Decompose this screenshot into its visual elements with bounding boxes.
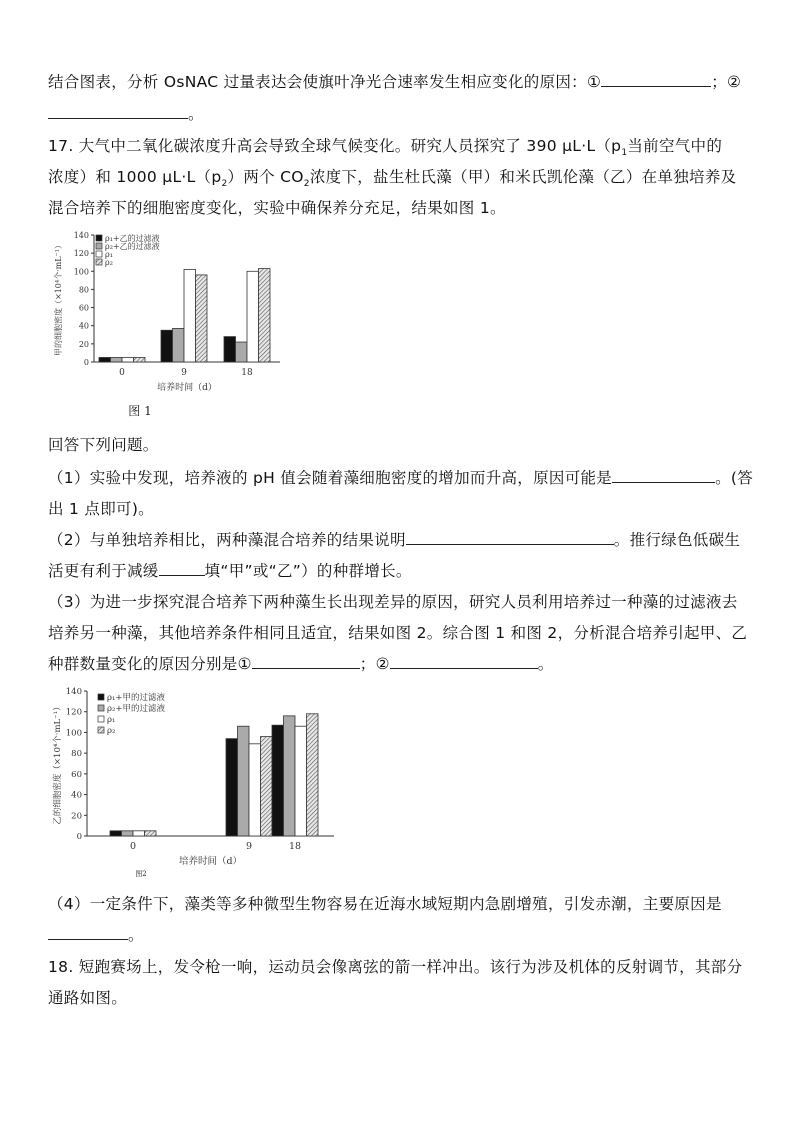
q16-conclusion-line <box>48 70 741 92</box>
y-tick-label: 140 <box>73 231 89 240</box>
y-tick-label: 60 <box>78 303 89 313</box>
q18-line-1: 18. 短跑赛场上，发令枪一响，运动员会像离弦的箭一样冲出。该行为涉及机体的反射调节，其部分 <box>48 958 743 976</box>
q17-sub2-text: （2）与单独培养相比，两种藻混合培养的结果说明 <box>48 531 406 549</box>
legend-label: ρ₁+乙的过滤液 <box>105 234 160 243</box>
y-tick-label: 100 <box>65 728 82 739</box>
bar <box>224 337 236 362</box>
q17-sub2-tail: 。推行绿色低碳生 <box>613 531 741 549</box>
q17-sub-co2: 2 <box>303 179 310 190</box>
legend-swatch <box>96 251 102 257</box>
bar <box>247 271 259 362</box>
answer-blank-8[interactable] <box>48 925 128 940</box>
q17-sub3-3a: 种群数量变化的原因分别是① <box>48 655 252 673</box>
x-axis-label: 培养时间（d） <box>178 856 243 867</box>
x-tick-label: 9 <box>181 368 187 378</box>
q17-sub1-line-1 <box>48 466 753 488</box>
q17-sub-p2: 2 <box>221 179 228 190</box>
q17-sub3-line-2: 培养另一种藻，其他培养条件相同且适宜，结果如图 2。综合图 1 和图 2，分析混合培养引起甲、乙 <box>48 624 748 642</box>
q17-intro-1a: 17. 大气中二氧化碳浓度升高会导致全球气候变化。研究人员探究了 390 μL·L（p <box>48 137 622 155</box>
x-tick-label: 18 <box>288 841 302 852</box>
q16-end: 。 <box>188 105 204 123</box>
q17-sub3-line-1: （3）为进一步探究混合培养下两种藻生长出现差异的原因，研究人员利用培养过一种藻的过滤液去 <box>48 593 738 611</box>
y-tick-label: 80 <box>71 749 82 760</box>
y-tick-label: 80 <box>78 285 89 295</box>
bar <box>111 357 123 362</box>
answer-blank-7[interactable] <box>390 654 538 669</box>
bar <box>161 330 173 362</box>
q17-sub4-line-1: （4）一定条件下，藻类等多种微型生物容易在近海水域短期内急剧增殖，引发赤潮，主要原因是 <box>48 895 722 913</box>
answer-prompt: 回答下列问题。 <box>48 436 159 454</box>
y-tick-label: 100 <box>73 267 89 277</box>
q17-sub1-tail: 。(答 <box>715 469 754 487</box>
legend-label: ρ₂+甲的过滤液 <box>107 704 166 714</box>
q17-intro-line-3: 混合培养下的细胞密度变化，实验中确保养分充足，结果如图 1。 <box>48 199 506 217</box>
bar <box>173 328 185 362</box>
q17-sub3-3c: 。 <box>537 655 554 673</box>
q17-sub3-3b: ；② <box>359 655 390 673</box>
q16-text: 结合图表，分析 OsNAC 过量表达会使旗叶净光合速率发生相应变化的原因：① <box>48 73 602 91</box>
x-tick-label: 9 <box>245 841 253 852</box>
y-tick-label: 20 <box>78 339 89 349</box>
legend-swatch <box>98 694 104 700</box>
legend-label: ρ₁ <box>105 250 113 259</box>
q17-sub3-line-3 <box>48 652 554 674</box>
q17-sub1-line-2: 出 1 点即可)。 <box>48 500 154 518</box>
legend-swatch <box>96 243 102 249</box>
y-tick-label: 120 <box>65 707 82 718</box>
bar <box>122 357 134 362</box>
legend-label: ρ₁ <box>107 715 116 725</box>
y-tick-label: 140 <box>65 687 82 697</box>
q17-sub4-end: 。 <box>128 926 144 944</box>
answer-blank-4[interactable] <box>406 530 614 545</box>
y-tick-label: 120 <box>73 249 89 259</box>
q17-intro-2c: 浓度下，盐生杜氏藻（甲）和米氏凯伦藻（乙）在单独培养及 <box>309 168 737 186</box>
q16-sep: ；② <box>711 73 742 91</box>
bar <box>284 716 296 836</box>
x-tick-label: 0 <box>119 368 125 378</box>
q17-sub2-c2: 填“甲”或“乙”）的种群增长。 <box>204 562 412 580</box>
y-tick-label: 0 <box>76 832 82 842</box>
figure-caption: 图2 <box>135 870 147 878</box>
y-tick-label: 40 <box>78 321 89 331</box>
x-tick-label: 18 <box>241 368 253 378</box>
bar <box>133 831 145 836</box>
bar <box>99 357 111 362</box>
legend-label: ρ₂+乙的过滤液 <box>105 242 160 251</box>
legend-label: ρ₂ <box>105 258 113 267</box>
answer-blank-6[interactable] <box>252 654 360 669</box>
bar <box>110 831 122 836</box>
q17-sub2-c1: 活更有利于减缓 <box>48 562 159 580</box>
y-tick-label: 60 <box>71 769 82 780</box>
figure-caption: 图 1 <box>128 404 152 418</box>
answer-blank-3[interactable] <box>612 468 715 483</box>
bar <box>145 831 157 836</box>
legend-swatch <box>98 716 104 722</box>
y-axis-label: 甲的细胞密度（×10⁴个·mL⁻¹） <box>54 241 63 356</box>
bar <box>295 726 307 836</box>
q17-sub-p1: 1 <box>621 148 628 159</box>
answer-blank-1[interactable] <box>601 72 711 87</box>
legend-swatch <box>98 705 104 711</box>
bar <box>122 831 134 836</box>
bar <box>236 342 248 362</box>
x-axis-label: 培养时间（d） <box>157 383 217 393</box>
bar <box>261 737 273 836</box>
q17-sub2-line-2 <box>48 559 412 581</box>
bar <box>259 269 271 362</box>
answer-blank-5[interactable] <box>159 561 205 576</box>
y-tick-label: 40 <box>71 790 82 801</box>
legend-swatch <box>98 727 104 733</box>
q17-intro-2a: 浓度）和 1000 μL·L（p <box>48 168 222 186</box>
legend-swatch <box>96 259 102 265</box>
bar <box>184 269 196 362</box>
answer-blank-2[interactable] <box>48 104 188 119</box>
y-tick-label: 20 <box>71 811 82 822</box>
q17-intro-line-1 <box>48 134 722 158</box>
q17-intro-2b: ）两个 CO <box>227 168 304 186</box>
bar <box>249 744 261 836</box>
q16-second-blank-line <box>48 102 204 124</box>
y-axis-label: 乙的细胞密度（×10⁴个·mL⁻¹） <box>53 702 63 825</box>
bar <box>196 275 208 362</box>
legend-label: ρ₁+甲的过滤液 <box>107 693 166 703</box>
bar <box>272 725 284 836</box>
q17-intro-1b: 当前空气中的 <box>627 137 723 155</box>
q17-sub2-line-1 <box>48 528 740 550</box>
legend-label: ρ₂ <box>107 726 116 736</box>
figure-1-chart <box>48 225 298 425</box>
bar <box>238 726 250 836</box>
bar <box>134 357 146 362</box>
figure-2-chart <box>48 683 348 883</box>
q17-sub4-line-2 <box>48 923 144 945</box>
bar <box>226 739 238 836</box>
q18-line-2: 通路如图。 <box>48 989 128 1007</box>
bar <box>307 714 319 836</box>
legend-swatch <box>96 235 102 241</box>
x-tick-label: 0 <box>129 841 137 852</box>
q17-sub1-text: （1）实验中发现，培养液的 pH 值会随着藻细胞密度的增加而升高，原因可能是 <box>48 469 613 487</box>
q17-intro-line-2 <box>48 165 736 189</box>
y-tick-label: 0 <box>83 358 89 367</box>
